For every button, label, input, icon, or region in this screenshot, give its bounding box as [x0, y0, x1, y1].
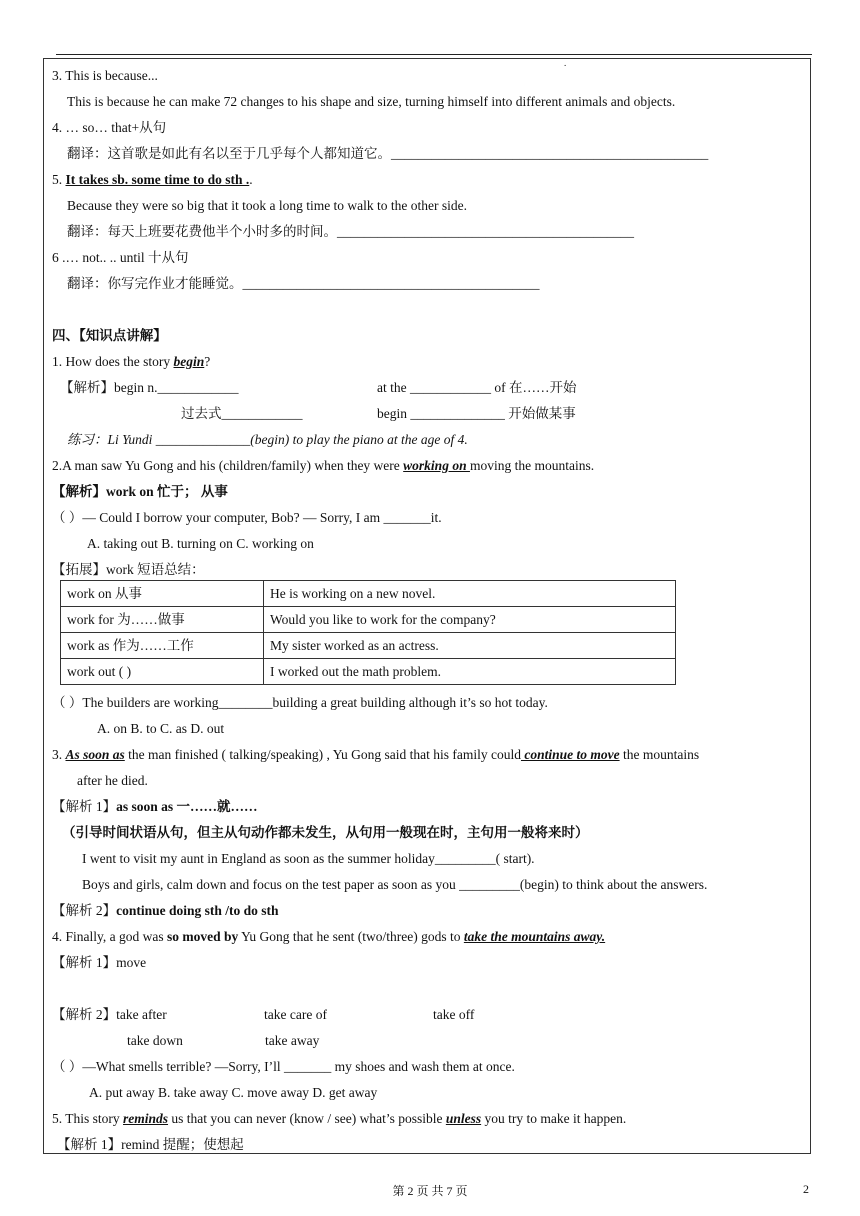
- point-4-question: （ ）—What smells terrible? —Sorry, I’ll _______ my shoes and wash them at once.: [52, 1059, 515, 1074]
- page-number: 2: [803, 1182, 809, 1196]
- table-row: [61, 607, 676, 633]
- point-1-begin-doing: begin ______________ 开始做某事: [377, 406, 576, 421]
- point-2-question: （ ）— Could I borrow your computer, Bob? — Sorry, I am _______it.: [52, 510, 442, 525]
- header-dot: .: [564, 58, 567, 68]
- header-rule: [56, 54, 812, 55]
- point-1-practice: 练习：Li Yundi ______________(begin) to play the piano at the age of 4.: [67, 432, 468, 447]
- item-6-translation: 翻译：你写完作业才能睡觉。____________________________________________: [67, 276, 540, 291]
- point-2-options-2: A. on B. to C. as D. out: [97, 721, 225, 736]
- point-3-note: （引导时间状语从句，但主从句动作都未发生，从句用一般现在时，主句用一般将来时）: [62, 825, 589, 840]
- item-6-heading: 6 .… not.. .. until 十从句: [52, 250, 189, 265]
- point-3-sentence-cont: after he died.: [77, 773, 148, 788]
- page-footer: 第 2 页 共 7 页: [392, 1184, 468, 1198]
- point-3-example-2: Boys and girls, calm down and focus on the test paper as soon as you _________(begin) to think about the answers.: [82, 877, 708, 892]
- item-4-translation: 翻译：这首歌是如此有名以至于几乎每个人都知道它。_______________________________________________: [67, 146, 709, 161]
- point-2-options: A. taking out B. turning on C. working on: [87, 536, 314, 551]
- table-row: [61, 633, 676, 659]
- point-2-sentence: 2.A man saw Yu Gong and his (children/family) when they were working on moving the mountains.: [52, 458, 595, 473]
- table-cell-phrase: work out ( ): [61, 659, 264, 685]
- point-3-analysis-2: 【解析 2】continue doing sth /to do sth: [52, 903, 279, 918]
- phrase-take-care-of: take care of: [264, 1007, 327, 1022]
- item-3-example: This is because he can make 72 changes to his shape and size, turning himself into different animals and objects.: [67, 94, 676, 109]
- point-5-analysis-1: 【解析 1】remind 提醒；使想起: [57, 1137, 244, 1152]
- item-5-example: Because they were so big that it took a long time to walk to the other side.: [67, 198, 468, 213]
- point-1-analysis-b: at the ____________ of 在……开始: [377, 380, 577, 395]
- table-cell-phrase: work on 从事: [61, 581, 264, 607]
- table-cell-phrase: work as 作为……工作: [61, 633, 264, 659]
- table-row: [61, 659, 676, 685]
- table-row: [61, 581, 676, 607]
- point-5-sentence: 5. This story reminds us that you can never (know / see) what’s possible unless you try to make it happen.: [52, 1111, 627, 1126]
- point-4-analysis-1: 【解析 1】move: [52, 955, 147, 970]
- point-1-analysis-a: 【解析】begin n.____________: [60, 380, 239, 395]
- table-cell-phrase: work for 为……做事: [61, 607, 264, 633]
- point-2-extension: 【拓展】work 短语总结：: [52, 562, 205, 577]
- point-3-example-1: I went to visit my aunt in England as soon as the summer holiday_________( start).: [82, 851, 535, 866]
- point-3-sentence: 3. As soon as the man finished ( talking/speaking) , Yu Gong said that his family could continue to move the mountains: [52, 747, 700, 762]
- point-1-question: 1. How does the story begin?: [52, 354, 211, 369]
- item-5-translation: 翻译：每天上班要花费他半个小时多的时间。____________________________________________: [67, 224, 634, 239]
- point-2-question-2: （ ）The builders are working________building a great building although it’s so hot today.: [52, 695, 548, 710]
- section-4-title: 四、【知识点讲解】: [52, 328, 167, 343]
- item-3-heading: 3. This is because...: [52, 68, 158, 83]
- table-cell-example: My sister worked as an actress.: [264, 633, 676, 659]
- phrase-take-down: take down: [127, 1033, 183, 1048]
- table-cell-example: He is working on a new novel.: [264, 581, 676, 607]
- item-4-heading: 4. … so… that+从句: [52, 120, 167, 135]
- phrase-take-away: take away: [265, 1033, 320, 1048]
- table-cell-example: I worked out the math problem.: [264, 659, 676, 685]
- item-5-heading: 5. It takes sb. some time to do sth ..: [52, 172, 253, 187]
- point-4-sentence: 4. Finally, a god was so moved by Yu Gong that he sent (two/three) gods to take the mountains away.: [52, 929, 606, 944]
- table-cell-example: Would you like to work for the company?: [264, 607, 676, 633]
- point-4-options: A. put away B. take away C. move away D. get away: [89, 1085, 378, 1100]
- point-4-analysis-2: 【解析 2】take after: [52, 1007, 167, 1022]
- point-1-past-tense: 过去式____________: [181, 406, 303, 421]
- point-2-analysis: 【解析】work on 忙于； 从事: [52, 484, 228, 499]
- work-phrase-table: [60, 580, 676, 685]
- phrase-take-off: take off: [433, 1007, 475, 1022]
- point-3-analysis-1: 【解析 1】as soon as 一……就……: [52, 799, 258, 814]
